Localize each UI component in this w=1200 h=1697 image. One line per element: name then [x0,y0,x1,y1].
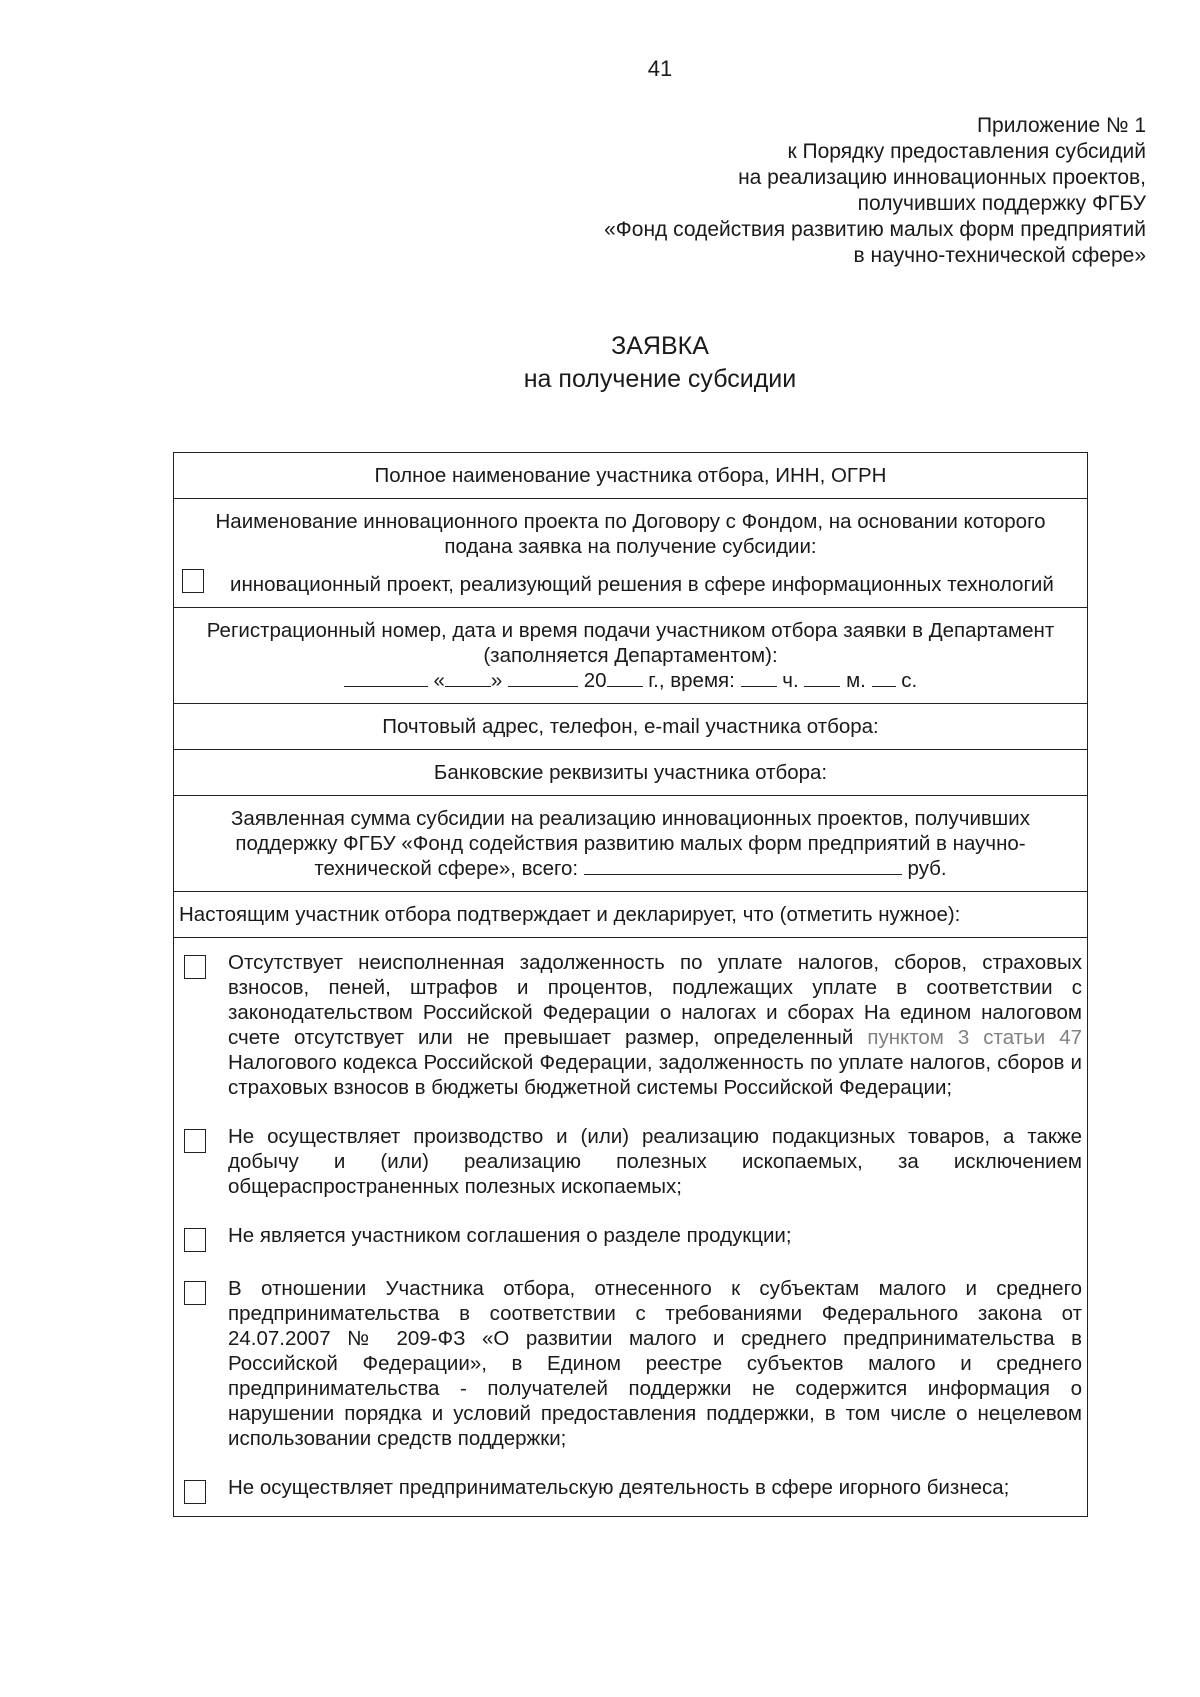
appendix-line: Приложение № 1 [976,114,1146,137]
quote-open: « [433,669,445,692]
declaration-checkbox-4[interactable] [184,1281,206,1305]
project-name-label: Наименование инновационного проекта по Договору с Фондом, на основании которого подана заявка на получение субсидии: [215,510,1046,558]
declarations-list [174,937,1087,1516]
seconds-field[interactable] [872,668,896,687]
declaration-item [179,950,1082,1100]
project-option-text: инновационный проект, реализующий решения в сфере информационных технологий [230,573,1054,596]
month-field[interactable] [508,668,578,687]
quote-close: » [490,669,503,692]
declaration-item [179,1223,1082,1252]
declaration-text-2: Не осуществляет производство и (или) реализацию подакцизных товаров, а также добычу и (или) реализацию полезных ископаемых, за исключением общераспространенных полезных ископаемых; [228,1125,1082,1198]
declaration-text-1 [228,950,1082,1100]
appendix-line: «Фонд содействия развитию малых форм предприятий [604,218,1146,241]
declaration-checkbox-5[interactable] [184,1480,206,1504]
appendix-line: получивших поддержку ФГБУ [857,192,1146,215]
registration-fields [179,668,1082,693]
subsidy-text: Заявленная сумма субсидии на реализацию инновационных проектов, получивших поддержку ФГБУ «Фонд содействия развитию малых форм предприятий в научно-технической сфере», всего: [231,807,1030,880]
document-title [0,330,1200,396]
registration-row [174,607,1087,703]
tax-code-link[interactable]: пунктом 3 статьи 47 [867,1026,1082,1049]
declaration-text-part: Налогового кодекса Российской Федерации, задолженность по уплате налогов, сборов и страховых взносов в бюджеты бюджетной системы Российской Федерации; [228,1051,1082,1099]
declaration-item [179,1276,1082,1451]
appendix-line: в научно-технической сфере» [853,244,1146,267]
year-field[interactable] [607,668,643,687]
postal-row [174,703,1087,749]
participant-name-label: Полное наименование участника отбора, ИНН, ОГРН [374,464,887,487]
declaration-text-part: Отсутствует неисполненная задолженность по уплате налогов, сборов, страховых взносов, пеней, штрафов и процентов, подлежащих уплате в соответствии с законодательством Российской Федерации о налогах и сборах На едином налоговом счете отсутствует или не превышает размер, определенный [228,951,1082,1049]
bank-label: Банковские реквизиты участника отбора: [433,761,828,784]
minutes-unit: м. [846,669,866,692]
appendix-line: к Порядку предоставления субсидий [787,140,1146,163]
minutes-field[interactable] [804,668,840,687]
declaration-label: Настоящим участник отбора подтверждает и декларирует, что (отметить нужное): [179,903,961,926]
seconds-unit: с. [901,669,918,692]
appendix-line: на реализацию инновационных проектов, [738,166,1146,189]
appendix-header [386,113,1146,269]
bank-row [174,749,1087,795]
registration-label: Регистрационный номер, дата и время подачи участником отбора заявки в Департамент (заполняется Департаментом): [206,619,1055,667]
participant-name-row [174,453,1087,498]
subsidy-amount-field[interactable] [584,856,902,875]
declaration-row [174,891,1087,937]
declaration-checkbox-2[interactable] [184,1129,206,1153]
title-sub: на получение субсидии [523,365,797,393]
year-suffix: г., время: [648,669,735,692]
year-prefix: 20 [583,669,607,692]
project-it-checkbox[interactable] [182,569,204,593]
declaration-text-4: В отношении Участника отбора, отнесенного к субъектам малого и среднего предпринимательства в соответствии с требованиями Федерального закона от 24.07.2007 № 209-ФЗ «О развитии малого и среднего предпринимательства в Российской Федерации», в Едином реестре субъектов малого и среднего предпринимательства - получателей поддержки не содержится информация о нарушении порядка и условий предоставления поддержки, в том числе о нецелевом использовании средств поддержки; [228,1277,1082,1450]
postal-label: Почтовый адрес, телефон, e-mail участника отбора: [382,715,879,738]
project-option [174,569,1087,607]
declaration-item [179,1475,1082,1504]
day-field[interactable] [445,668,491,687]
declaration-checkbox-1[interactable] [184,955,206,979]
hours-unit: ч. [782,669,799,692]
subsidy-row [174,795,1087,891]
registration-number-field[interactable] [344,668,428,687]
title-main: ЗАЯВКА [611,332,709,360]
hours-field[interactable] [741,668,777,687]
declaration-item [179,1124,1082,1199]
declaration-text-3: Не является участником соглашения о разделе продукции; [228,1224,792,1247]
currency-label: руб. [907,857,947,880]
project-name-row [174,498,1087,607]
declaration-text-5: Не осуществляет предпринимательскую деятельность в сфере игорного бизнеса; [228,1476,1010,1499]
declaration-checkbox-3[interactable] [184,1228,206,1252]
application-form-table [173,452,1088,1517]
page-number: 41 [647,56,673,81]
